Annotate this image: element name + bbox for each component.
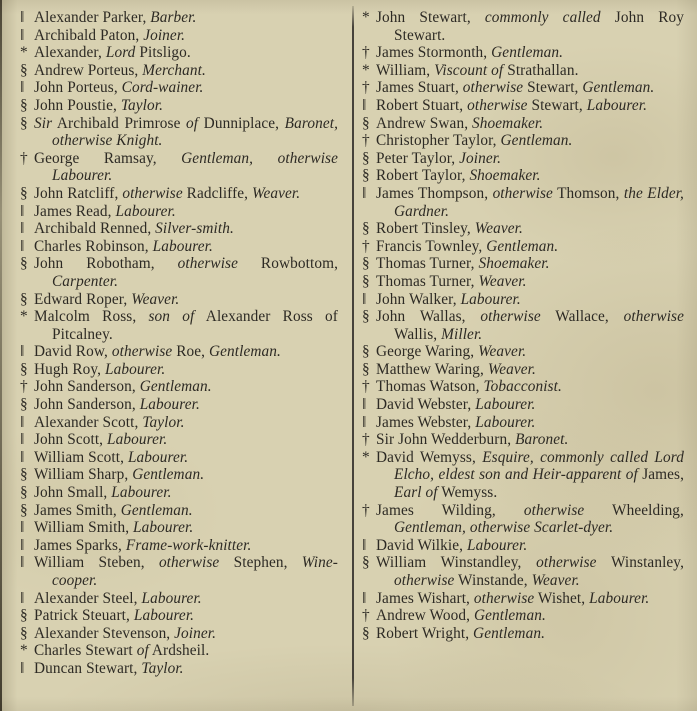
entry-text: William, Viscount of Strathallan.: [376, 61, 579, 79]
entry-text: Alexander Parker, Barber.: [34, 9, 197, 26]
entry-text: Alexander, Lord Pitsligo.: [34, 44, 191, 62]
entry-marker: *: [20, 308, 28, 326]
entry-marker: §: [362, 343, 370, 361]
entry-text: David Webster, Labourer.: [376, 396, 536, 414]
list-item: [20, 44, 338, 62]
list-item: [362, 431, 684, 449]
entry-text: John Walker, Labourer.: [376, 290, 521, 308]
scan-edge-shadow: [0, 0, 2, 711]
entry-text: Alexander Steel, Labourer.: [34, 589, 202, 607]
entry-text: William Scott, Labourer.: [34, 448, 189, 466]
list-item: [20, 114, 338, 150]
entry-marker: ‖: [20, 431, 25, 449]
list-item: [362, 554, 684, 589]
list-item: [20, 26, 338, 45]
list-item: [362, 167, 684, 185]
entry-marker: ‖: [362, 396, 367, 414]
entry-text: David Wilkie, Labourer.: [376, 536, 528, 554]
entry-text: William Steben, otherwise Stephen, Wine-cooper.: [34, 554, 338, 589]
entry-text: Robert Wright, Gentleman.: [376, 624, 545, 642]
entry-marker: †: [362, 501, 370, 519]
list-item: [20, 149, 338, 185]
entry-text: Robert Tinsley, Weaver.: [376, 220, 523, 238]
entry-text: James Wishart, otherwise Wishet, Labourer.: [376, 589, 650, 607]
entry-marker: †: [362, 378, 370, 396]
entry-marker: §: [362, 554, 370, 572]
entry-marker: ‖: [20, 220, 25, 238]
list-item: [362, 624, 684, 643]
list-item: [20, 220, 338, 238]
entry-text: Andrew Porteus, Merchant.: [34, 61, 206, 79]
entry-marker: §: [362, 114, 370, 132]
entry-marker: †: [362, 431, 370, 449]
entry-text: John Poustie, Taylor.: [34, 96, 164, 114]
entry-text: James Sparks, Frame-work-knitter.: [34, 536, 252, 554]
entry-text: John Porteus, Cord-wainer.: [34, 79, 204, 97]
list-item: [362, 255, 684, 273]
entry-text: Archibald Paton, Joiner.: [34, 26, 186, 44]
entry-marker: §: [362, 272, 370, 290]
entry-marker: §: [20, 290, 28, 308]
list-item: [362, 237, 684, 256]
entry-marker: †: [362, 237, 370, 255]
list-item: [20, 519, 338, 537]
text-column: [20, 9, 338, 678]
entry-text: Andrew Wood, Gentleman.: [376, 607, 546, 625]
entry-marker: †: [362, 132, 370, 150]
list-item: [20, 501, 338, 520]
entry-marker: §: [362, 220, 370, 238]
entry-text: William Smith, Labourer.: [34, 519, 194, 537]
list-item: [362, 272, 684, 291]
entry-marker: §: [20, 360, 28, 378]
list-item: [20, 466, 338, 484]
entry-text: James Smith, Gentleman.: [34, 501, 193, 519]
list-item: [20, 607, 338, 625]
entry-marker: §: [362, 360, 370, 378]
entry-text: Sir Archibald Primrose of Dunniplace, Baronet, otherwise Knight.: [34, 114, 338, 150]
entry-marker: ‖: [362, 589, 367, 607]
entry-marker: §: [362, 167, 370, 185]
entry-marker: ‖: [20, 589, 25, 607]
list-item: [20, 202, 338, 221]
list-item: [362, 589, 684, 608]
entry-marker: ‖: [20, 9, 25, 26]
list-item: [362, 607, 684, 625]
entry-text: William Winstandley, otherwise Winstanley, otherwise Winstande, Weaver.: [376, 554, 684, 589]
entry-marker: §: [20, 466, 28, 484]
entry-marker: ‖: [20, 448, 25, 466]
list-item: [20, 659, 338, 678]
entry-marker: ‖: [20, 237, 25, 255]
entry-text: James Stuart, otherwise Stewart, Gentleman.: [376, 79, 655, 97]
entry-text: James Thompson, otherwise Thomson, the Elder, Gardner.: [376, 184, 684, 220]
entry-marker: †: [362, 607, 370, 625]
entry-text: John Small, Labourer.: [34, 484, 172, 502]
entry-text: Thomas Turner, Shoemaker.: [376, 255, 550, 273]
entry-text: Malcolm Ross, son of Alexander Ross of Pitcalney.: [34, 308, 338, 343]
list-item: [362, 413, 684, 432]
entry-text: Patrick Steuart, Labourer.: [34, 607, 195, 625]
entry-marker: §: [362, 149, 370, 167]
entry-marker: ‖: [362, 290, 367, 308]
list-item: [20, 431, 338, 449]
entry-text: Hugh Roy, Labourer.: [34, 360, 166, 378]
list-item: [20, 290, 338, 309]
list-item: [20, 61, 338, 80]
entry-text: Charles Robinson, Labourer.: [34, 237, 213, 255]
entry-text: George Waring, Weaver.: [376, 343, 527, 361]
entry-marker: *: [362, 61, 370, 79]
entry-text: James Stormonth, Gentleman.: [376, 44, 564, 62]
entry-marker: ‖: [20, 536, 25, 554]
entry-marker: §: [20, 607, 28, 625]
entry-marker: §: [20, 624, 28, 642]
entry-text: Christopher Taylor, Gentleman.: [376, 132, 573, 150]
entry-marker: ‖: [20, 413, 25, 431]
entry-marker: ‖: [20, 26, 25, 44]
list-item: [20, 9, 338, 27]
list-item: [362, 536, 684, 555]
entry-text: Sir John Wedderburn, Baronet.: [376, 431, 569, 449]
entry-text: James Webster, Labourer.: [376, 413, 536, 431]
entry-text: John Robotham, otherwise Rowbottom, Carpenter.: [34, 255, 338, 290]
entry-text: Alexander Stevenson, Joiner.: [34, 624, 217, 642]
list-item: [20, 536, 338, 555]
list-item: [362, 132, 684, 150]
list-item: [20, 360, 338, 379]
list-item: [20, 589, 338, 608]
entry-text: Archibald Renned, Silver-smith.: [34, 220, 234, 238]
list-item: [20, 308, 338, 343]
list-item: [20, 554, 338, 589]
entry-text: George Ramsay, Gentleman, otherwise Labourer.: [34, 149, 338, 185]
entry-text: William Sharp, Gentleman.: [34, 466, 205, 484]
entry-marker: *: [362, 9, 370, 26]
list-item: [362, 9, 684, 44]
entry-marker: ‖: [20, 343, 25, 361]
entry-marker: ‖: [20, 79, 25, 97]
entry-marker: §: [20, 255, 28, 273]
list-item: [20, 448, 338, 467]
entry-marker: †: [20, 378, 28, 396]
list-item: [20, 396, 338, 414]
entry-marker: ‖: [362, 413, 367, 431]
list-item: [362, 360, 684, 379]
entry-marker: §: [362, 624, 370, 642]
entry-marker: §: [20, 114, 28, 132]
text-column: [362, 9, 684, 642]
list-item: [362, 308, 684, 343]
entry-text: John Stewart, commonly called John Roy Stewart.: [376, 9, 684, 44]
list-item: [20, 642, 338, 660]
list-item: [20, 237, 338, 256]
entry-text: Edward Roper, Weaver.: [34, 290, 180, 308]
entry-marker: §: [20, 484, 28, 502]
entry-marker: *: [362, 448, 370, 466]
entry-text: Duncan Stewart, Taylor.: [34, 659, 184, 677]
entry-text: Peter Taylor, Joiner.: [376, 149, 502, 167]
list-item: [20, 378, 338, 396]
list-item: [20, 96, 338, 115]
entry-marker: *: [20, 642, 28, 660]
list-item: [362, 114, 684, 133]
list-item: [362, 184, 684, 220]
list-item: [20, 484, 338, 502]
list-item: [362, 378, 684, 396]
entry-marker: §: [20, 396, 28, 414]
list-item: [362, 79, 684, 97]
entry-text: David Wemyss, Esquire, commonly called Lord Elcho, eldest son and Heir-apparent of James, Earl of Wemyss.: [376, 448, 685, 502]
list-item: [20, 79, 338, 97]
entry-marker: ‖: [20, 519, 25, 537]
list-item: [362, 44, 684, 62]
entry-marker: ‖: [362, 536, 367, 554]
entry-text: Robert Taylor, Shoemaker.: [376, 167, 541, 185]
entry-text: John Sanderson, Labourer.: [34, 396, 200, 414]
entry-text: Charles Stewart of Ardsheil.: [34, 642, 210, 660]
entry-marker: §: [362, 308, 370, 326]
list-item: [20, 413, 338, 432]
list-item: [362, 396, 684, 414]
entry-marker: ‖: [362, 184, 367, 202]
entry-marker: ‖: [362, 96, 367, 114]
entry-text: John Scott, Labourer.: [34, 431, 168, 449]
entry-marker: §: [20, 501, 28, 519]
entry-text: John Ratcliff, otherwise Radcliffe, Weaver.: [34, 184, 301, 202]
entry-marker: †: [362, 44, 370, 62]
entry-marker: †: [362, 79, 370, 97]
entry-marker: §: [20, 61, 28, 79]
entry-marker: †: [20, 149, 28, 167]
list-item: [362, 96, 684, 115]
list-item: [362, 448, 685, 502]
column-divider-rule: [352, 6, 354, 706]
list-item: [362, 220, 684, 238]
list-item: [20, 255, 338, 290]
entry-text: John Sanderson, Gentleman.: [34, 378, 212, 396]
list-item: [362, 343, 684, 361]
entry-text: Robert Stuart, otherwise Stewart, Labourer.: [376, 96, 648, 114]
entry-text: Francis Townley, Gentleman.: [376, 237, 559, 255]
entry-marker: §: [20, 184, 28, 202]
entry-text: John Wallas, otherwise Wallace, otherwise Wallis, Miller.: [376, 308, 684, 343]
entry-marker: §: [362, 255, 370, 273]
list-item: [362, 149, 684, 168]
entry-text: Thomas Turner, Weaver.: [376, 272, 527, 290]
list-item: [362, 501, 684, 537]
entry-text: Thomas Watson, Tobacconist.: [376, 378, 562, 396]
entry-text: Alexander Scott, Taylor.: [34, 413, 185, 431]
list-item: [20, 184, 338, 203]
list-item: [20, 343, 338, 361]
entry-marker: ‖: [20, 659, 25, 677]
entry-marker: *: [20, 44, 28, 62]
entry-marker: ‖: [20, 554, 25, 572]
entry-marker: ‖: [20, 202, 25, 220]
entry-marker: §: [20, 96, 28, 114]
entry-text: David Row, otherwise Roe, Gentleman.: [34, 343, 281, 361]
list-item: [362, 61, 684, 80]
list-item: [362, 290, 684, 309]
entry-text: James Wilding, otherwise Wheelding, Gentleman, otherwise Scarlet-dyer.: [376, 501, 684, 537]
list-item: [20, 624, 338, 643]
entry-text: Andrew Swan, Shoemaker.: [376, 114, 544, 132]
entry-text: James Read, Labourer.: [34, 202, 176, 220]
entry-text: Matthew Waring, Weaver.: [376, 360, 536, 378]
